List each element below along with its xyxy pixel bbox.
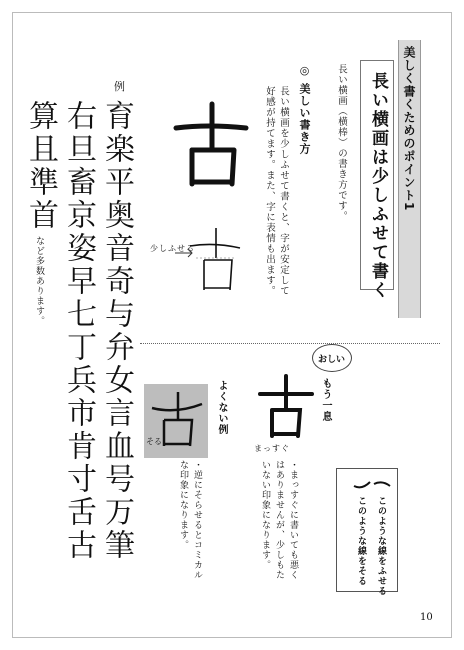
one-more-label: もう一息 [320,378,331,422]
method-heading: ◎ 美しい書き方 [298,64,311,155]
legend-down-text: このような線をふせる [376,496,386,596]
method-text: 長い横画を少しふせて書くと、字が安定して好感が持てます。また、字に表情も出ます。 [264,86,289,296]
section-header-label: 美しく書くためのポイント1 [402,46,416,212]
bad-example-label: よくない例 [216,380,227,435]
good-example-char [168,98,252,194]
slight-down-label: 少しふせる [150,244,195,253]
raise-label: そる [146,437,162,446]
badge-label: おしい [318,355,346,365]
straight-note: ・まっすぐに書いても悪くはありませんが、少しもたいない印象になります。 [260,460,298,580]
ok-example-char [256,372,316,442]
arrow-icon [174,248,196,258]
page-number: 10 [420,612,433,623]
page-title: 長い横画は少しふせて書く [368,72,388,300]
down-line-icon [372,474,392,494]
example-column-1: 育楽平奥音奇与弁女言血号万筆 [99,100,134,562]
intro-text: 長い横画（横棒）の書き方です。 [336,64,347,222]
legend-up-text: このような線をそる [356,496,366,586]
up-line-icon [352,474,372,494]
straight-label: まっすぐ [254,444,290,453]
example-column-2: 右旦畜京姿早七丁兵市肯寸舌古 [61,100,96,562]
example-column-3: 算且準首 [23,100,58,232]
guide-char [186,222,244,296]
examples-tail: など多数あります。 [34,236,44,326]
examples-label: 例 [114,80,125,93]
raise-note: ・逆にそらせるとコミカルな印象になります。 [178,460,202,580]
dotted-divider [140,343,440,344]
